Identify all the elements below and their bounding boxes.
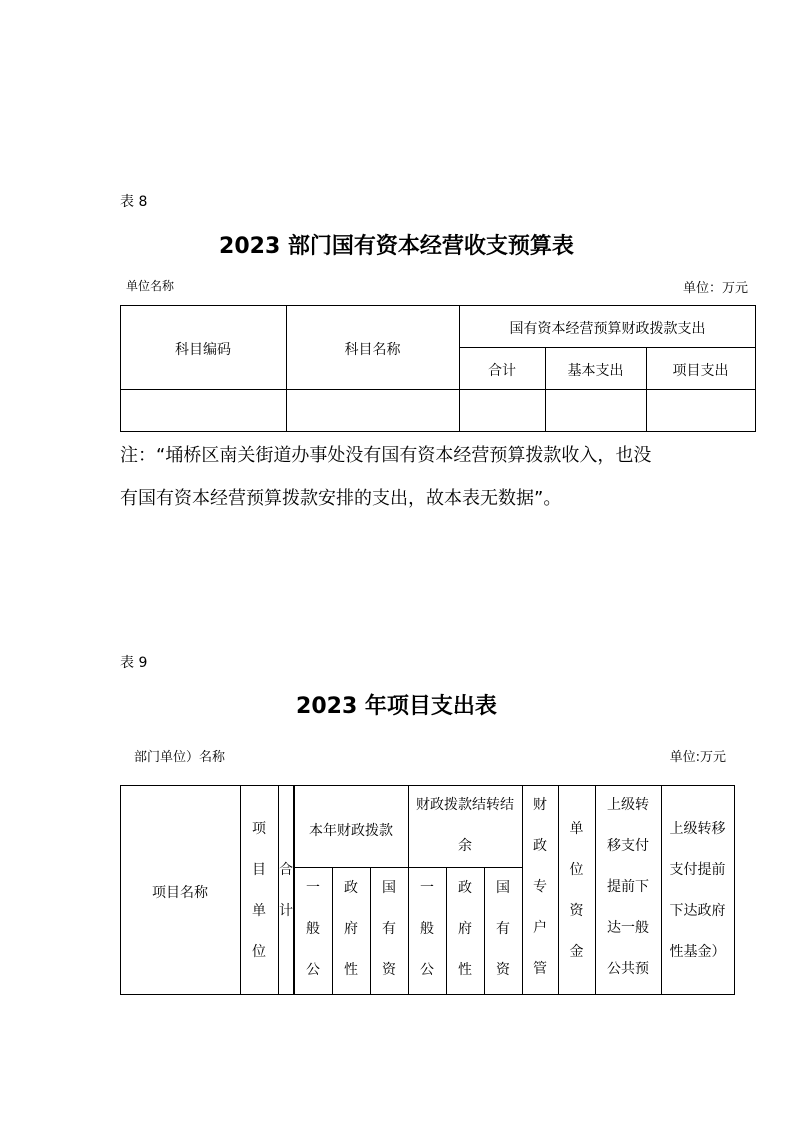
header-text: 财 — [533, 797, 547, 813]
table9-unit: 单位:万元 — [669, 750, 726, 765]
table8-note-line2: 有国有资本经营预算拨款安排的支出，故本表无数据”。 — [120, 488, 562, 509]
header-text: 上级转 — [607, 797, 649, 813]
header-text: 政 — [458, 880, 472, 896]
header-text: 上级转移 — [669, 821, 726, 837]
header-project-unit — [240, 809, 278, 973]
table-border-line — [286, 305, 287, 432]
header-gov-2 — [446, 868, 484, 991]
table8-note-line1: 注：“埇桥区南关街道办事处没有国有资本经营预算拨款收入，也没 — [120, 445, 652, 466]
header-text: 有 — [496, 921, 510, 937]
table9-label: 表 9 — [120, 655, 148, 671]
table8-unit: 单位：万元 — [682, 281, 748, 296]
table-border-line — [120, 431, 756, 432]
header-transfer-general — [595, 785, 661, 990]
header-text: 资 — [382, 962, 396, 978]
header-text: 政 — [533, 838, 547, 854]
header-text: 国 — [382, 880, 396, 896]
header-text: 有 — [382, 921, 396, 937]
header-project-name: 项目名称 — [152, 885, 208, 901]
table-border-line — [459, 347, 756, 348]
header-carryover — [408, 785, 522, 867]
header-text: 般 — [306, 921, 320, 937]
header-text: 一 — [306, 880, 320, 896]
header-text: 下达政府 — [669, 903, 726, 919]
header-text: 公 — [420, 962, 434, 978]
header-text: 性 — [344, 962, 358, 978]
header-transfer-fund — [661, 809, 734, 973]
header-total — [279, 850, 293, 932]
header-state-1 — [370, 868, 408, 991]
header-text: 单 — [252, 903, 266, 919]
table-border-line — [120, 305, 756, 306]
header-project: 项目支出 — [672, 363, 729, 379]
header-unit-funds — [558, 809, 595, 973]
table9-title: 2023 年项目支出表 — [296, 694, 497, 719]
header-text: 一 — [420, 880, 434, 896]
header-state-2 — [484, 868, 522, 991]
header-fiscal-account — [522, 785, 558, 990]
table-border-line — [734, 785, 735, 995]
header-text: 支付提前 — [669, 862, 726, 878]
table8-unit-name: 单位名称 — [126, 279, 175, 293]
header-text: 达一般 — [607, 920, 649, 936]
table8-title: 2023 部门国有资本经营收支预算表 — [219, 234, 574, 259]
header-text: 项 — [252, 821, 266, 837]
table-border-line — [120, 305, 121, 432]
header-group: 国有资本经营预算财政拨款支出 — [509, 321, 706, 337]
table8-label: 表 8 — [120, 194, 148, 210]
header-text: 管 — [533, 961, 547, 977]
table-border-line — [120, 994, 735, 995]
header-text: 国 — [496, 880, 510, 896]
header-text: 政 — [344, 880, 358, 896]
header-total: 合计 — [488, 363, 516, 379]
header-text: 性 — [458, 962, 472, 978]
header-text: 余 — [458, 838, 472, 854]
header-text: 公 — [306, 962, 320, 978]
header-text: 计 — [279, 903, 293, 919]
header-text: 公共预 — [607, 961, 649, 977]
header-text: 移支付 — [607, 838, 649, 854]
header-subject-name: 科目名称 — [344, 342, 401, 358]
table9-unit-name: 部门单位）名称 — [134, 750, 226, 765]
header-general-2 — [408, 868, 446, 991]
header-text: 户 — [533, 920, 547, 936]
header-text: 般 — [420, 921, 434, 937]
header-text: 府 — [344, 921, 358, 937]
header-current-year: 本年财政拨款 — [309, 823, 393, 839]
header-text: 目 — [252, 862, 266, 878]
header-text: 合 — [279, 862, 293, 878]
header-text: 单 — [569, 821, 584, 837]
header-text: 位 — [569, 862, 584, 878]
header-text: 提前下 — [607, 879, 649, 895]
header-text: 财政拨款结转结 — [416, 797, 514, 813]
header-basic: 基本支出 — [567, 363, 624, 379]
header-text: 府 — [458, 921, 472, 937]
header-text: 性基金） — [669, 944, 726, 960]
header-text: 资 — [569, 903, 584, 919]
header-text: 专 — [533, 879, 547, 895]
header-text: 位 — [252, 944, 266, 960]
table-border-line — [120, 389, 756, 390]
header-gov-1 — [332, 868, 370, 991]
header-general-1 — [294, 868, 332, 991]
header-text: 金 — [569, 944, 584, 960]
header-subject-code: 科目编码 — [175, 342, 231, 358]
header-text: 资 — [496, 962, 510, 978]
